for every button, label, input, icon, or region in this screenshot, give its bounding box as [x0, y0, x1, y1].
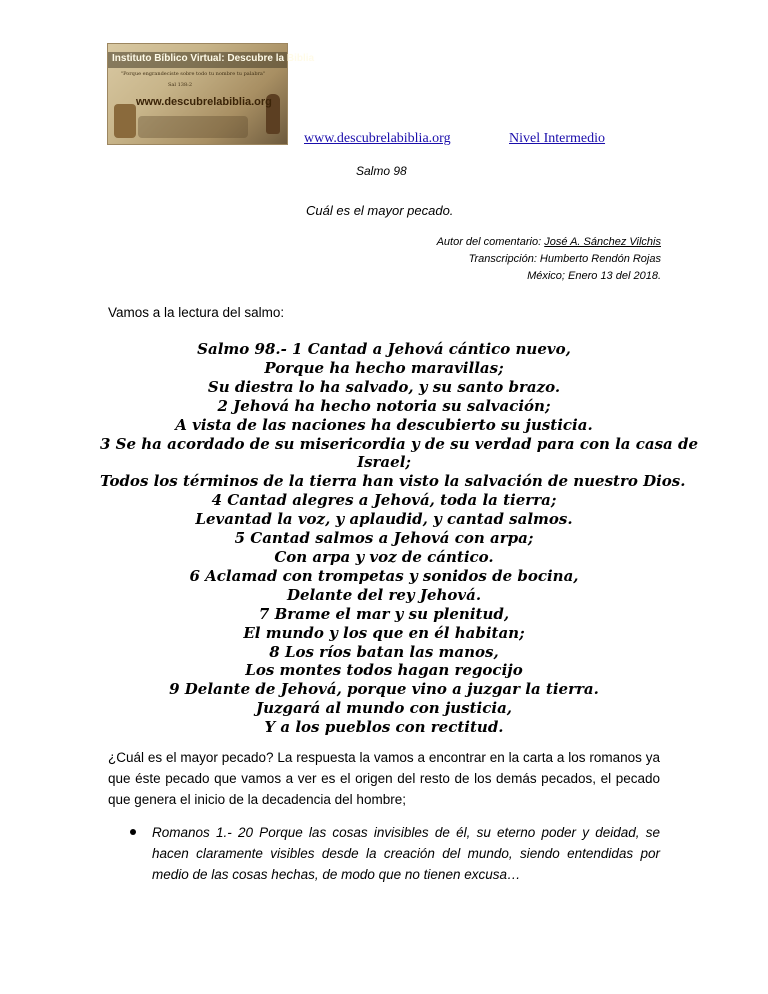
psalm-title: Salmo 98 — [356, 164, 407, 178]
psalm-line: 8 Los ríos batan las manos, — [269, 642, 499, 661]
body-paragraph: ¿Cuál es el mayor pecado? La respuesta la vamos a encontrar en la carta a los romanos ya que éste pecado que vamos a ver es el origen del resto de los demás pecados, el pecado que genera el inicio de la decadencia del hombre; — [108, 750, 660, 807]
psalm-verses — [100, 340, 699, 737]
logo-title: Instituto Bíblico Virtual: Descubre la Biblia — [112, 53, 315, 64]
psalm-line: 2 Jehová ha hecho notoria su salvación; — [217, 396, 551, 415]
scroll-icon — [114, 104, 136, 138]
author-label: Autor del comentario: — [436, 236, 542, 248]
site-link[interactable]: www.descubrelabiblia.org — [304, 131, 451, 146]
intro-text: Vamos a la lectura del salmo: — [108, 305, 285, 320]
bullet-icon — [130, 829, 136, 835]
logo-motto-ref: Sal 138:2 — [168, 82, 193, 88]
transcription-line: Transcripción: Humberto Rendón Rojas — [468, 253, 661, 265]
psalm-line: Con arpa y voz de cántico. — [274, 547, 494, 566]
psalm-line: Su diestra lo ha salvado, y su santo brazo. — [207, 377, 561, 396]
psalm-line: 6 Aclamad con trompetas y sonidos de bocina, — [189, 566, 579, 585]
bullet-text: Romanos 1.- 20 Porque las cosas invisibles de él, su eterno poder y deidad, se hacen claramente visibles desde la creación del mundo, siendo entendidas por medio de las cosas hechas, de modo que no tienen excusa… — [152, 825, 660, 882]
logo-motto: "Porque engrandeciste sobre todo tu nombre tu palabra" — [120, 71, 266, 77]
author-line — [437, 236, 661, 248]
psalm-line: Porque ha hecho maravillas; — [264, 358, 504, 377]
logo-decoration — [138, 116, 248, 138]
institute-logo — [107, 43, 315, 145]
psalm-line: Salmo 98.- 1 Cantad a Jehová cántico nuevo, — [197, 340, 571, 358]
psalm-line: 5 Cantad salmos a Jehová con arpa; — [234, 529, 534, 548]
document-subtitle: Cuál es el mayor pecado. — [306, 203, 454, 218]
author-name: José A. Sánchez Vilchis — [544, 236, 661, 248]
psalm-line: Y a los pueblos con rectitud. — [264, 718, 504, 737]
psalm-line: Delante del rey Jehová. — [286, 585, 482, 604]
level-link[interactable]: Nivel Intermedio — [509, 131, 606, 146]
logo-url: www.descubrelabiblia.org — [136, 96, 272, 108]
psalm-line: A vista de las naciones ha descubierto su justicia. — [175, 415, 593, 434]
psalm-line: 9 Delante de Jehová, porque vino a juzgar la tierra. — [169, 680, 599, 699]
psalm-line: 7 Brame el mar y su plenitud, — [258, 604, 510, 623]
psalm-line: Todos los términos de la tierra han visto la salvación de nuestro Dios. — [100, 472, 686, 491]
psalm-line: Israel; — [357, 453, 411, 472]
psalm-line: Los montes todos hagan regocijo — [245, 661, 523, 680]
psalm-line: Juzgará al mundo con justicia, — [255, 699, 513, 718]
date-line: México; Enero 13 del 2018. — [527, 270, 661, 282]
psalm-line: 3 Se ha acordado de su misericordia y de su verdad para con la casa de — [100, 434, 699, 453]
psalm-line: 4 Cantad alegres a Jehová, toda la tierra; — [211, 491, 557, 510]
psalm-line: El mundo y los que en él habitan; — [243, 623, 525, 642]
psalm-line: Levantad la voz, y aplaudid, y cantad salmos. — [195, 510, 573, 529]
